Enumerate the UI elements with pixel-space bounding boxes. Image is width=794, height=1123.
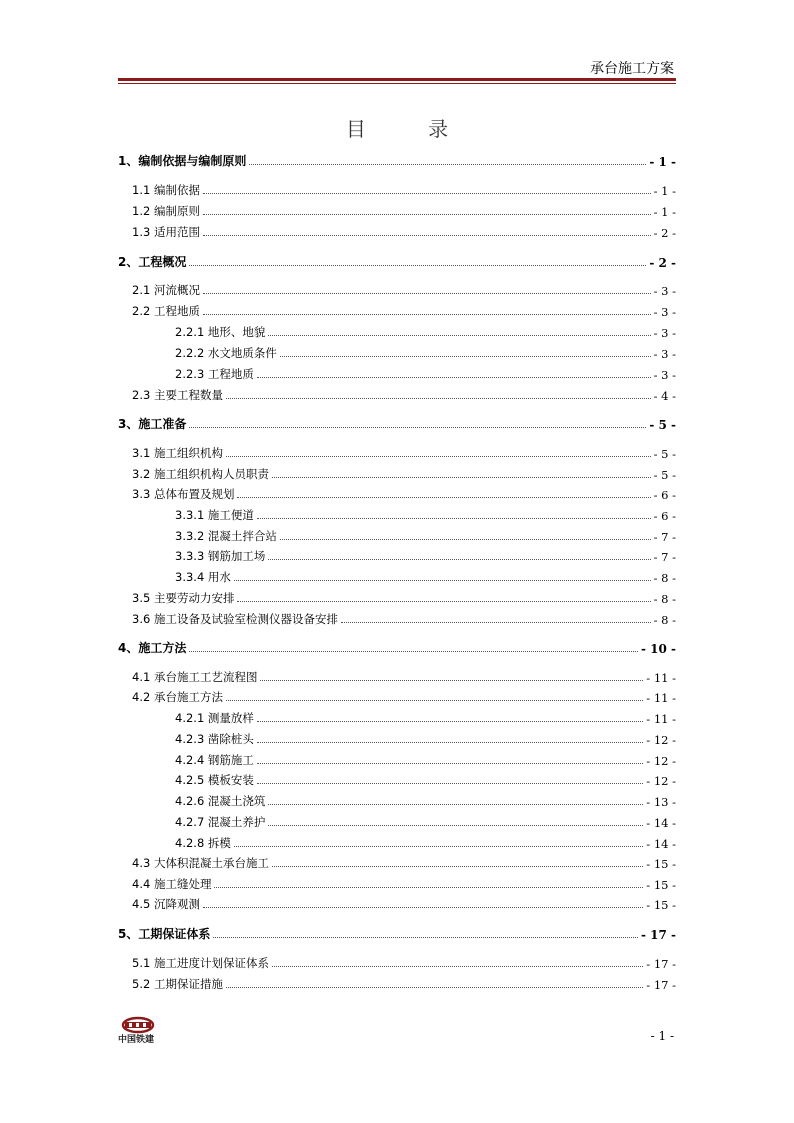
toc-entry-label: 3.6 施工设备及试验室检测仪器设备安排 [132,612,338,626]
toc-entry-label: 3.3.2 混凝土拌合站 [175,529,277,543]
toc-dot-leader [234,580,651,581]
toc-entry[interactable] [175,505,676,523]
toc-dot-leader [237,497,650,498]
toc-entry-page: - 8 - [653,592,676,606]
toc-entry-label: 1.3 适用范围 [132,225,200,239]
toc-entry[interactable] [132,280,676,298]
toc-entry-page: - 13 - [646,795,676,809]
toc-dot-leader [257,783,643,784]
toc-entry-page: - 1 - [653,205,676,219]
toc-entry-page: - 4 - [653,389,676,403]
toc-entry-page: - 5 - [653,447,676,461]
toc-entry-page: - 3 - [653,305,676,319]
toc-entry[interactable] [118,414,676,432]
toc-entry[interactable] [118,924,676,942]
toc-entry[interactable] [132,222,676,240]
toc-dot-leader [226,398,651,399]
toc-dot-leader [226,456,651,457]
toc-entry[interactable] [132,853,676,871]
toc-dot-leader [257,763,643,764]
toc-dot-leader [272,866,643,867]
toc-entry-page: - 3 - [653,284,676,298]
toc-entry-page: - 2 - [649,256,676,270]
toc-entry[interactable] [132,180,676,198]
toc-dot-leader [341,622,651,623]
toc-entry-label: 3.2 施工组织机构人员职责 [132,467,269,481]
toc-entry[interactable] [175,750,676,768]
toc-entry-page: - 5 - [649,418,676,432]
toc-dot-leader [189,651,638,652]
toc-entry-label: 4.2.7 混凝土养护 [175,815,266,829]
toc-dot-leader [268,825,643,826]
header-rule-thin [118,83,676,84]
toc-entry[interactable] [132,201,676,219]
toc-entry-page: - 11 - [646,691,676,705]
toc-entry[interactable] [132,588,676,606]
toc-entry[interactable] [132,953,676,971]
toc-entry-label: 1.2 编制原则 [132,204,200,218]
toc-entry[interactable] [118,151,676,169]
toc-entry-page: - 17 - [646,978,676,992]
toc-entry-page: - 3 - [653,347,676,361]
toc-dot-leader [203,214,651,215]
toc-dot-leader [237,601,650,602]
toc-dot-leader [268,335,650,336]
toc-entry[interactable] [175,833,676,851]
toc-dot-leader [189,427,646,428]
toc-entry-label: 4.3 大体积混凝土承台施工 [132,856,269,870]
toc-entry-label: 1.1 编制依据 [132,183,200,197]
toc-entry-label: 4.2 承台施工方法 [132,690,223,704]
toc-dot-leader [203,193,651,194]
toc-entry-page: - 7 - [653,530,676,544]
toc-entry-page: - 12 - [646,774,676,788]
toc-entry[interactable] [175,322,676,340]
toc-dot-leader [272,477,651,478]
toc-title: 目 录 [345,117,477,141]
toc-entry[interactable] [132,385,676,403]
toc-entry-label: 1、编制依据与编制原则 [118,154,247,168]
toc-entry-label: 5.1 施工进度计划保证体系 [132,956,269,970]
toc-entry-page: - 15 - [646,878,676,892]
toc-entry-page: - 15 - [646,898,676,912]
toc-entry[interactable] [175,546,676,564]
toc-dot-leader [257,377,651,378]
toc-dot-leader [257,742,643,743]
toc-entry[interactable] [132,609,676,627]
toc-entry-page: - 14 - [646,816,676,830]
toc-entry-page: - 10 - [640,642,676,656]
toc-dot-leader [203,235,651,236]
toc-entry-label: 3.3.1 施工便道 [175,508,254,522]
toc-entry[interactable] [132,974,676,992]
toc-entry-label: 3.3.3 钢筋加工场 [175,549,266,563]
page-header-title: 承台施工方案 [590,61,674,77]
toc-entry[interactable] [132,484,676,502]
toc-entry[interactable] [132,687,676,705]
toc-dot-leader [214,887,643,888]
header-rule-thick [118,78,676,81]
toc-entry-label: 4.2.4 钢筋施工 [175,753,254,767]
toc-entry-label: 3、施工准备 [118,417,187,431]
toc-entry-page: - 12 - [646,754,676,768]
toc-entry-label: 4.2.3 凿除桩头 [175,732,254,746]
toc-dot-leader [280,356,651,357]
toc-entry-page: - 3 - [653,326,676,340]
toc-entry-page: - 17 - [646,957,676,971]
toc-entry-page: - 12 - [646,733,676,747]
toc-dot-leader [260,680,643,681]
toc-entry[interactable] [132,464,676,482]
toc-entry-label: 4.4 施工缝处理 [132,877,212,891]
toc-entry[interactable] [132,301,676,319]
toc-entry-page: - 8 - [653,571,676,585]
toc-dot-leader [257,518,651,519]
toc-entry[interactable] [175,812,676,830]
toc-entry[interactable] [132,894,676,912]
toc-entry-page: - 17 - [640,928,676,942]
toc-entry[interactable] [132,443,676,461]
toc-entry-label: 4.2.1 测量放样 [175,711,254,725]
toc-dot-leader [249,164,646,165]
toc-entry[interactable] [118,638,676,656]
toc-entry-label: 3.5 主要劳动力安排 [132,591,235,605]
toc-entry[interactable] [175,526,676,544]
toc-entry-page: - 6 - [653,488,676,502]
toc-entry-label: 2.1 河流概况 [132,283,200,297]
toc-entry[interactable] [175,729,676,747]
toc-entry-page: - 1 - [649,155,676,169]
toc-entry-label: 4.2.8 拆模 [175,836,231,850]
toc-entry-page: - 14 - [646,837,676,851]
toc-entry-page: - 2 - [653,226,676,240]
toc-entry[interactable] [175,708,676,726]
toc-entry-label: 3.1 施工组织机构 [132,446,223,460]
toc-entry-label: 5、工期保证体系 [118,927,211,941]
toc-dot-leader [268,804,643,805]
toc-entry[interactable] [175,770,676,788]
toc-entry-label: 2、工程概况 [118,255,187,269]
toc-dot-leader [203,907,643,908]
toc-entry-page: - 8 - [653,613,676,627]
toc-entry-label: 3.3 总体布置及规划 [132,487,235,501]
toc-entry[interactable] [132,874,676,892]
toc-dot-leader [234,846,643,847]
toc-entry[interactable] [175,791,676,809]
toc-entry-label: 4.2.6 混凝土浇筑 [175,794,266,808]
toc-dot-leader [189,265,646,266]
toc-dot-leader [226,700,643,701]
toc-dot-leader [257,721,643,722]
toc-entry-label: 5.2 工期保证措施 [132,977,223,991]
footer-logo-text: 中国铁建 [118,1035,155,1045]
toc-entry-page: - 5 - [653,468,676,482]
toc-entry-page: - 11 - [646,671,676,685]
toc-entry-label: 2.3 主要工程数量 [132,388,223,402]
toc-entry-label: 2.2.2 水文地质条件 [175,346,277,360]
toc-entry[interactable] [175,567,676,585]
toc-entry-page: - 6 - [653,509,676,523]
toc-entry[interactable] [118,252,676,270]
toc-entry[interactable] [175,343,676,361]
toc-entry-page: - 1 - [653,184,676,198]
toc-dot-leader [268,559,650,560]
toc-entry-label: 4.5 沉降观测 [132,897,200,911]
toc-dot-leader [203,314,651,315]
toc-entry[interactable] [132,667,676,685]
toc-entry-label: 4、施工方法 [118,641,187,655]
toc-dot-leader [203,293,651,294]
footer-page-number: - 1 - [650,1029,674,1043]
toc-entry[interactable] [175,364,676,382]
toc-entry-page: - 11 - [646,712,676,726]
toc-dot-leader [272,966,643,967]
toc-dot-leader [280,539,651,540]
toc-entry-label: 2.2 工程地质 [132,304,200,318]
toc-dot-leader [213,937,638,938]
toc-entry-label: 2.2.1 地形、地貌 [175,325,266,339]
toc-entry-label: 4.1 承台施工工艺流程图 [132,670,258,684]
toc-entry-page: - 3 - [653,368,676,382]
toc-entry-page: - 7 - [653,550,676,564]
toc-dot-leader [226,987,643,988]
toc-entry-label: 4.2.5 模板安装 [175,773,254,787]
toc-entry-page: - 15 - [646,857,676,871]
toc-entry-label: 3.3.4 用水 [175,570,231,584]
toc-entry-label: 2.2.3 工程地质 [175,367,254,381]
